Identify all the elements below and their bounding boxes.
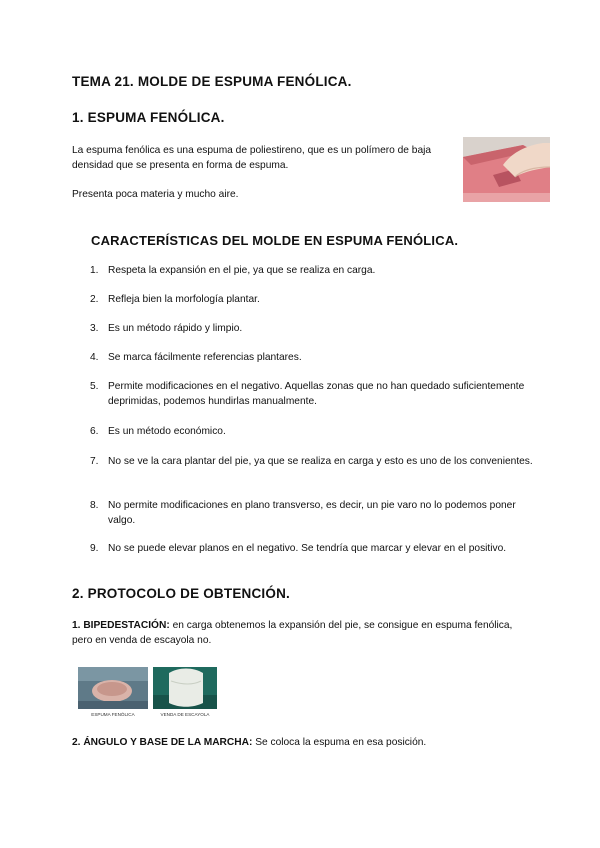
step2-text: Se coloca la espuma en esa posición.: [252, 737, 427, 748]
list-item-text: Es un método económico.: [108, 426, 226, 437]
section2-heading: 2. PROTOCOLO DE OBTENCIÓN.: [72, 586, 290, 601]
list-item: [90, 424, 535, 439]
list-item: [90, 263, 535, 278]
step2-paragraph: [72, 735, 522, 750]
step2-label: 2. ÁNGULO Y BASE DE LA MARCHA:: [72, 737, 253, 748]
list-item: [90, 498, 535, 528]
list-item: [90, 350, 535, 365]
section1-heading: 1. ESPUMA FENÓLICA.: [72, 110, 225, 125]
list-item-number: 4.: [90, 352, 99, 363]
foam-block-photo: [463, 137, 550, 202]
section1-paragraph-1: La espuma fenólica es una espuma de poliestireno, que es un polímero de baja densidad que se presenta en forma de espuma.: [72, 145, 432, 171]
step1-label: 1. BIPEDESTACIÓN:: [72, 620, 170, 631]
list-item-number: 8.: [90, 500, 99, 511]
foam-hand-illustration: [463, 137, 550, 202]
foam-footprint-photo: [78, 667, 148, 709]
list-item: [90, 292, 535, 307]
list-item-number: 7.: [90, 456, 99, 467]
list-item: [90, 541, 535, 556]
list-item: [90, 454, 535, 469]
photo1-caption: ESPUMA FENÓLICA: [91, 712, 135, 717]
list-item-number: 3.: [90, 323, 99, 334]
foam-footprint-illustration: [78, 667, 148, 709]
page-title: TEMA 21. MOLDE DE ESPUMA FENÓLICA.: [72, 74, 352, 89]
list-item: [90, 321, 535, 336]
list-item: [90, 379, 535, 409]
list-item-text: Permite modificaciones en el negativo. Aquellas zonas que no han quedado suficientemente deprimidas, podemos hundirlas manualmente.: [108, 381, 525, 407]
list-item-number: 5.: [90, 381, 99, 392]
list-item-number: 6.: [90, 426, 99, 437]
photo2-caption: VENDA DE ESCAYOLA: [160, 712, 210, 717]
list-item-text: Respeta la expansión en el pie, ya que se realiza en carga.: [108, 265, 376, 276]
list-item-number: 9.: [90, 543, 99, 554]
section1-paragraph-2: Presenta poca materia y mucho aire.: [72, 189, 239, 200]
step1-paragraph: [72, 618, 522, 648]
list-item-text: Refleja bien la morfología plantar.: [108, 294, 260, 305]
plaster-cast-illustration: [153, 667, 217, 709]
list-item-text: No se puede elevar planos en el negativo. Se tendría que marcar y elevar en el positivo.: [108, 543, 507, 554]
list-item-number: 1.: [90, 265, 99, 276]
list-item-text: Se marca fácilmente referencias plantares.: [108, 352, 302, 363]
step1-text: en carga obtenemos la expansión del pie, se consigue en espuma fenólica, pero en venda de escayola no.: [72, 620, 513, 646]
list-item-text: No permite modificaciones en plano transverso, es decir, un pie varo no lo podemos poner valgo.: [108, 500, 516, 526]
list-item-text: Es un método rápido y limpio.: [108, 323, 243, 334]
list-item-text: No se ve la cara plantar del pie, ya que se realiza en carga y esto es uno de los convenientes.: [108, 456, 533, 467]
plaster-cast-photo: [153, 667, 217, 709]
list-item-number: 2.: [90, 294, 99, 305]
characteristics-heading: CARACTERÍSTICAS DEL MOLDE EN ESPUMA FENÓLICA.: [91, 233, 459, 248]
